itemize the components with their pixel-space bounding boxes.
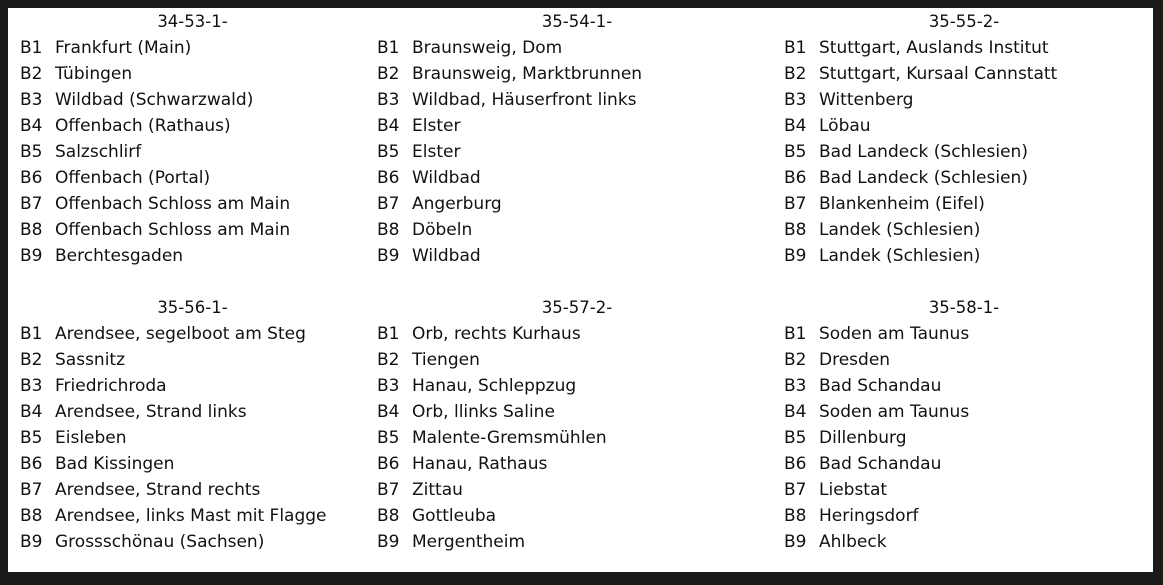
entry-code: B1 [784,38,807,58]
list-item [20,165,365,191]
entry-place: Salzschlirf [55,142,142,162]
entry-place: Bad Schandau [819,376,942,396]
block-35-58-1 [784,295,1144,555]
entry-code: B7 [377,194,400,214]
list-item [377,61,777,87]
list-item [784,373,1144,399]
entry-place: Bad Landeck (Schlesien) [819,142,1028,162]
entry-place: Dillenburg [819,428,907,448]
block-title: 35-56-1- [157,298,228,317]
entry-place: Orb, rechts Kurhaus [412,324,581,344]
entry-code: B9 [784,246,807,266]
entry-code: B4 [20,116,43,136]
entry-list [377,35,777,269]
list-item [377,477,777,503]
list-item [377,425,777,451]
entry-place: Stuttgart, Auslands Institut [819,38,1049,58]
entry-code: B9 [377,246,400,266]
entry-code: B2 [20,350,43,370]
list-item [20,529,365,555]
list-item [784,425,1144,451]
entry-code: B2 [784,350,807,370]
entry-place: Offenbach Schloss am Main [55,220,291,240]
list-item [784,321,1144,347]
list-item [20,139,365,165]
entry-code: B6 [20,454,43,474]
list-item [784,113,1144,139]
list-item [784,243,1144,269]
entry-place: Soden am Taunus [819,324,970,344]
entry-code: B6 [784,168,807,188]
entry-code: B1 [377,324,400,344]
entry-code: B6 [377,168,400,188]
list-item [20,113,365,139]
entry-code: B4 [377,116,400,136]
entry-code: B3 [377,90,400,110]
list-item [784,529,1144,555]
list-item [20,451,365,477]
entry-place: Soden am Taunus [819,402,970,422]
entry-place: Friedrichroda [55,376,167,396]
block-title: 35-55-2- [928,12,1000,31]
entry-code: B5 [20,142,43,162]
entry-place: Arendsee, Strand rechts [55,480,261,500]
entry-code: B1 [377,38,400,58]
entry-place: Zittau [412,480,463,500]
entry-place: Bad Kissingen [55,454,175,474]
entry-place: Malente-Gremsmühlen [412,428,607,448]
entry-code: B8 [20,506,43,526]
list-item [784,87,1144,113]
list-item [20,191,365,217]
list-item [377,503,777,529]
block-title: 34-53-1- [157,12,228,31]
entry-place: Grossschönau (Sachsen) [55,532,265,552]
entry-place: Frankfurt (Main) [55,38,192,58]
list-item [784,165,1144,191]
list-item [20,477,365,503]
list-item [784,503,1144,529]
entry-code: B6 [20,168,43,188]
entry-place: Arendsee, segelboot am Steg [55,324,306,344]
list-item [377,451,777,477]
block-35-54-1 [377,9,777,269]
entry-place: Wildbad [412,168,481,188]
list-item [377,35,777,61]
entry-code: B8 [377,220,400,240]
list-item [20,61,365,87]
list-item [784,217,1144,243]
entry-place: Landek (Schlesien) [819,220,981,240]
entry-list [20,321,365,555]
entry-code: B8 [784,506,807,526]
entry-place: Gottleuba [412,506,497,526]
entry-code: B2 [377,64,400,84]
entry-place: Tiengen [412,350,480,370]
entry-code: B4 [377,402,400,422]
list-item [20,399,365,425]
entry-place: Wildbad (Schwarzwald) [55,90,254,110]
entry-place: Mergentheim [412,532,526,552]
entry-place: Wildbad [412,246,481,266]
entry-place: Hanau, Schleppzug [412,376,577,396]
entry-code: B3 [20,376,43,396]
entry-code: B1 [20,38,43,58]
entry-place: Sassnitz [55,350,126,370]
entry-code: B3 [784,90,807,110]
list-item [784,35,1144,61]
entry-code: B5 [784,428,807,448]
list-item [377,87,777,113]
entry-place: Braunsweig, Marktbrunnen [412,64,643,84]
entry-place: Dresden [819,350,891,370]
list-item [377,113,777,139]
block-35-55-2 [784,9,1144,269]
list-item [377,529,777,555]
list-item [784,399,1144,425]
entry-code: B5 [784,142,807,162]
list-item [20,87,365,113]
entry-place: Eisleben [55,428,127,448]
entry-list [20,35,365,269]
entry-code: B7 [784,194,807,214]
entry-place: Elster [412,142,461,162]
entry-code: B1 [784,324,807,344]
list-item [377,217,777,243]
entry-place: Tübingen [55,64,133,84]
entry-code: B7 [20,194,43,214]
entry-code: B7 [784,480,807,500]
list-item [20,217,365,243]
block-title: 35-58-1- [928,298,1000,317]
entry-place: Berchtesgaden [55,246,184,266]
entry-place: Landek (Schlesien) [819,246,981,266]
entry-code: B8 [784,220,807,240]
list-item [377,373,777,399]
entry-code: B6 [784,454,807,474]
entry-code: B6 [377,454,400,474]
list-item [784,477,1144,503]
entry-place: Bad Schandau [819,454,942,474]
list-item [20,347,365,373]
list-item [20,373,365,399]
entry-code: B7 [377,480,400,500]
list-item [377,191,777,217]
entry-code: B5 [20,428,43,448]
list-item [784,61,1144,87]
entry-place: Offenbach (Rathaus) [55,116,231,136]
entry-list [377,321,777,555]
block-35-56-1 [20,295,365,555]
entry-place: Braunsweig, Dom [412,38,563,58]
entry-code: B8 [377,506,400,526]
list-item [377,321,777,347]
list-item [377,243,777,269]
entry-code: B3 [784,376,807,396]
list-item [377,165,777,191]
list-item [377,399,777,425]
list-item [784,139,1144,165]
entry-code: B2 [784,64,807,84]
entry-code: B3 [377,376,400,396]
entry-place: Hanau, Rathaus [412,454,548,474]
entry-place: Wittenberg [819,90,914,110]
entry-place: Angerburg [412,194,502,214]
entry-code: B9 [784,532,807,552]
entry-code: B3 [20,90,43,110]
document-sheet [8,8,1153,572]
list-item [377,347,777,373]
entry-code: B7 [20,480,43,500]
entry-code: B4 [784,116,807,136]
block-title: 35-57-2- [541,298,613,317]
entry-place: Heringsdorf [819,506,919,526]
entry-code: B5 [377,142,400,162]
list-item [784,191,1144,217]
entry-place: Stuttgart, Kursaal Cannstatt [819,64,1058,84]
entry-place: Löbau [819,116,871,136]
entry-place: Elster [412,116,461,136]
entry-code: B2 [377,350,400,370]
list-item [20,321,365,347]
entry-list [784,35,1144,269]
list-item [784,347,1144,373]
entry-list [784,321,1144,555]
entry-place: Offenbach Schloss am Main [55,194,291,214]
entry-code: B4 [784,402,807,422]
entry-code: B8 [20,220,43,240]
entry-place: Liebstat [819,480,888,500]
list-item [377,139,777,165]
entry-place: Arendsee, Strand links [55,402,247,422]
entry-place: Wildbad, Häuserfront links [412,90,637,110]
list-item [20,425,365,451]
entry-place: Ahlbeck [819,532,887,552]
entry-code: B4 [20,402,43,422]
entry-code: B2 [20,64,43,84]
entry-place: Döbeln [412,220,473,240]
entry-code: B9 [20,246,43,266]
block-title: 35-54-1- [541,12,613,31]
entry-code: B9 [377,532,400,552]
entry-place: Orb, llinks Saline [412,402,555,422]
entry-place: Bad Landeck (Schlesien) [819,168,1028,188]
list-item [784,451,1144,477]
block-34-53-1 [20,9,365,269]
entry-code: B1 [20,324,43,344]
entry-place: Offenbach (Portal) [55,168,211,188]
entry-place: Arendsee, links Mast mit Flagge [55,506,327,526]
block-35-57-2 [377,295,777,555]
list-item [20,35,365,61]
entry-code: B5 [377,428,400,448]
entry-code: B9 [20,532,43,552]
list-item [20,243,365,269]
list-item [20,503,365,529]
entry-place: Blankenheim (Eifel) [819,194,985,214]
